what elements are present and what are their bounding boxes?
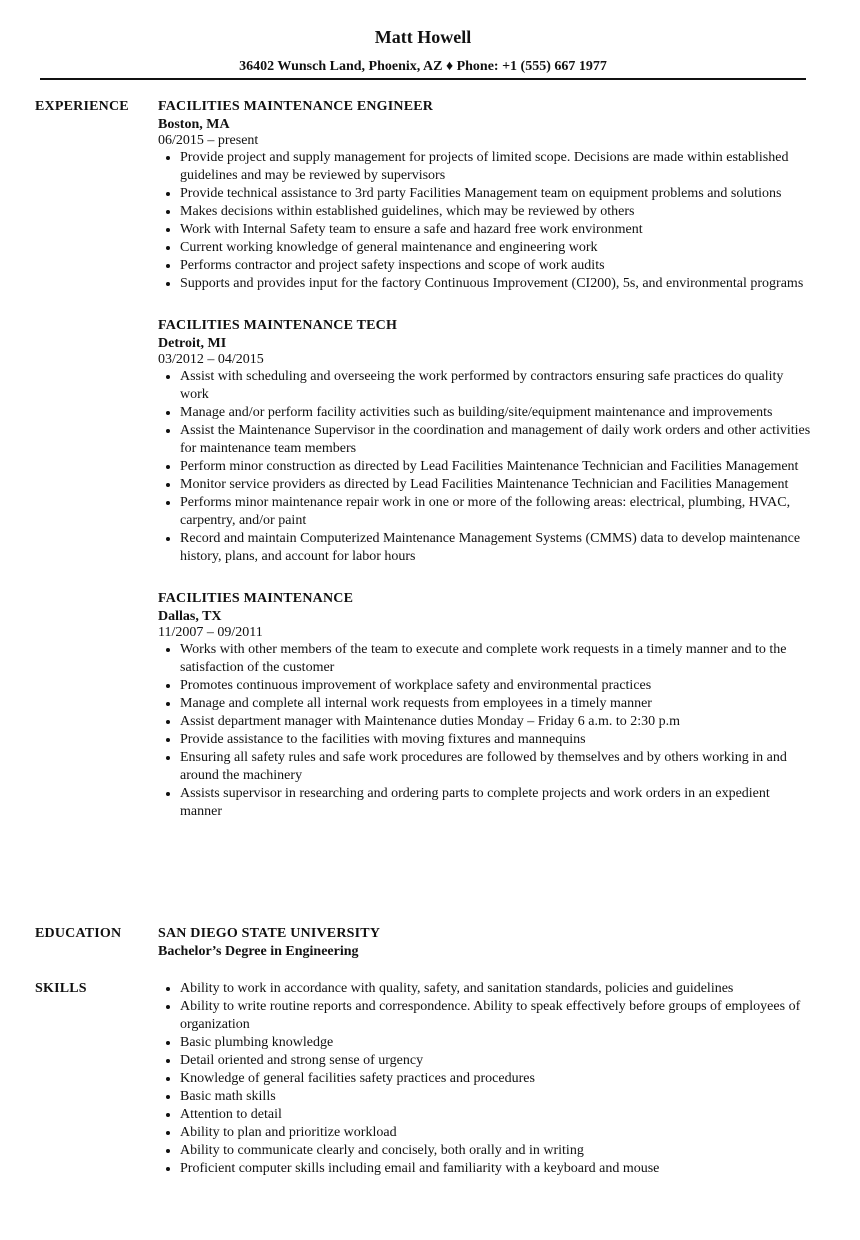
job-dates: 03/2012 – 04/2015 [158,352,264,367]
section-label-skills: SKILLS [35,981,87,996]
skills-list [158,980,813,1178]
job-bullet: • Provide project and supply management for projects of limited scope. Decisions are made within established guidelines and may be reviewed by supervisors [180,149,813,185]
job-bullet: • Makes decisions within established guidelines, which may be reviewed by others [180,203,813,221]
job-bullet: • Monitor service providers as directed by Lead Facilities Maintenance Technician and Facilities Management [180,476,813,494]
section-label-experience: EXPERIENCE [35,99,129,114]
job-title: FACILITIES MAINTENANCE [158,591,354,606]
job-bullet: • Perform minor construction as directed by Lead Facilities Maintenance Technician and Facilities Management [180,458,813,476]
contact-line: 36402 Wunsch Land, Phoenix, AZ ♦ Phone: +1 (555) 667 1977 [239,59,607,74]
job-entry [158,98,813,293]
skill-item: • Ability to plan and prioritize workload [180,1124,813,1142]
job-bullet: • Provide technical assistance to 3rd party Facilities Management team on equipment problems and solutions [180,185,813,203]
job-bullet: • Assist department manager with Maintenance duties Monday – Friday 6 a.m. to 2:30 p.m [180,713,813,731]
degree: Bachelor’s Degree in Engineering [158,944,359,959]
job-bullet: • Promotes continuous improvement of workplace safety and environmental practices [180,677,813,695]
job-dates: 11/2007 – 09/2011 [158,625,263,640]
skills-body [158,980,813,1178]
job-location: Dallas, TX [158,609,222,624]
skill-item: • Ability to work in accordance with quality, safety, and sanitation standards, policies and guidelines [180,980,813,998]
job-bullet: • Current working knowledge of general maintenance and engineering work [180,239,813,257]
skill-item: • Proficient computer skills including email and familiarity with a keyboard and mouse [180,1160,813,1178]
job-bullet: • Supports and provides input for the factory Continuous Improvement (CI200), 5s, and environmental programs [180,275,813,293]
header-divider [40,78,806,80]
school-name: SAN DIEGO STATE UNIVERSITY [158,926,381,941]
job-bullets [158,641,813,821]
job-bullet: • Performs contractor and project safety inspections and scope of work audits [180,257,813,275]
job-bullet: • Assist the Maintenance Supervisor in the coordination and management of daily work orders and other activities for maintenance team members [180,422,813,458]
job-bullet: • Provide assistance to the facilities with moving fixtures and mannequins [180,731,813,749]
skill-item: • Detail oriented and strong sense of urgency [180,1052,813,1070]
section-label-education: EDUCATION [35,926,122,941]
job-bullet: • Works with other members of the team to execute and complete work requests in a timely manner and to the satisfaction of the customer [180,641,813,677]
job-bullet: • Manage and/or perform facility activities such as building/site/equipment maintenance and improvements [180,404,813,422]
job-bullet: • Performs minor maintenance repair work in one or more of the following areas: electrical, plumbing, HVAC, carpentry, and/or paint [180,494,813,530]
job-bullet: • Ensuring all safety rules and safe work procedures are followed by themselves and by others working in and around the machinery [180,749,813,785]
job-dates: 06/2015 – present [158,133,259,148]
job-bullet: • Record and maintain Computerized Maintenance Management Systems (CMMS) data to develop maintenance history, plans, and account for labor hours [180,530,813,566]
skill-item: • Attention to detail [180,1106,813,1124]
candidate-name: Matt Howell [374,27,472,47]
skill-item: • Knowledge of general facilities safety practices and procedures [180,1070,813,1088]
job-bullet: • Assists supervisor in researching and ordering parts to complete projects and work orders in an expedient manner [180,785,813,821]
job-entry [158,317,813,566]
skill-item: • Ability to communicate clearly and concisely, both orally and in writing [180,1142,813,1160]
job-entry [158,590,813,821]
job-location: Detroit, MI [158,336,227,351]
job-title: FACILITIES MAINTENANCE ENGINEER [158,99,434,114]
job-bullets [158,368,813,566]
education-body [158,925,813,961]
skill-item: • Ability to write routine reports and correspondence. Ability to speak effectively before groups of employees of organization [180,998,813,1034]
job-bullet: • Work with Internal Safety team to ensure a safe and hazard free work environment [180,221,813,239]
experience-body [158,98,813,845]
job-bullets [158,149,813,293]
skill-item: • Basic plumbing knowledge [180,1034,813,1052]
skill-item: • Basic math skills [180,1088,813,1106]
job-bullet: • Assist with scheduling and overseeing the work performed by contractors ensuring safe practices do quality work [180,368,813,404]
job-location: Boston, MA [158,117,230,132]
job-bullet: • Manage and complete all internal work requests from employees in a timely manner [180,695,813,713]
job-title: FACILITIES MAINTENANCE TECH [158,318,398,333]
